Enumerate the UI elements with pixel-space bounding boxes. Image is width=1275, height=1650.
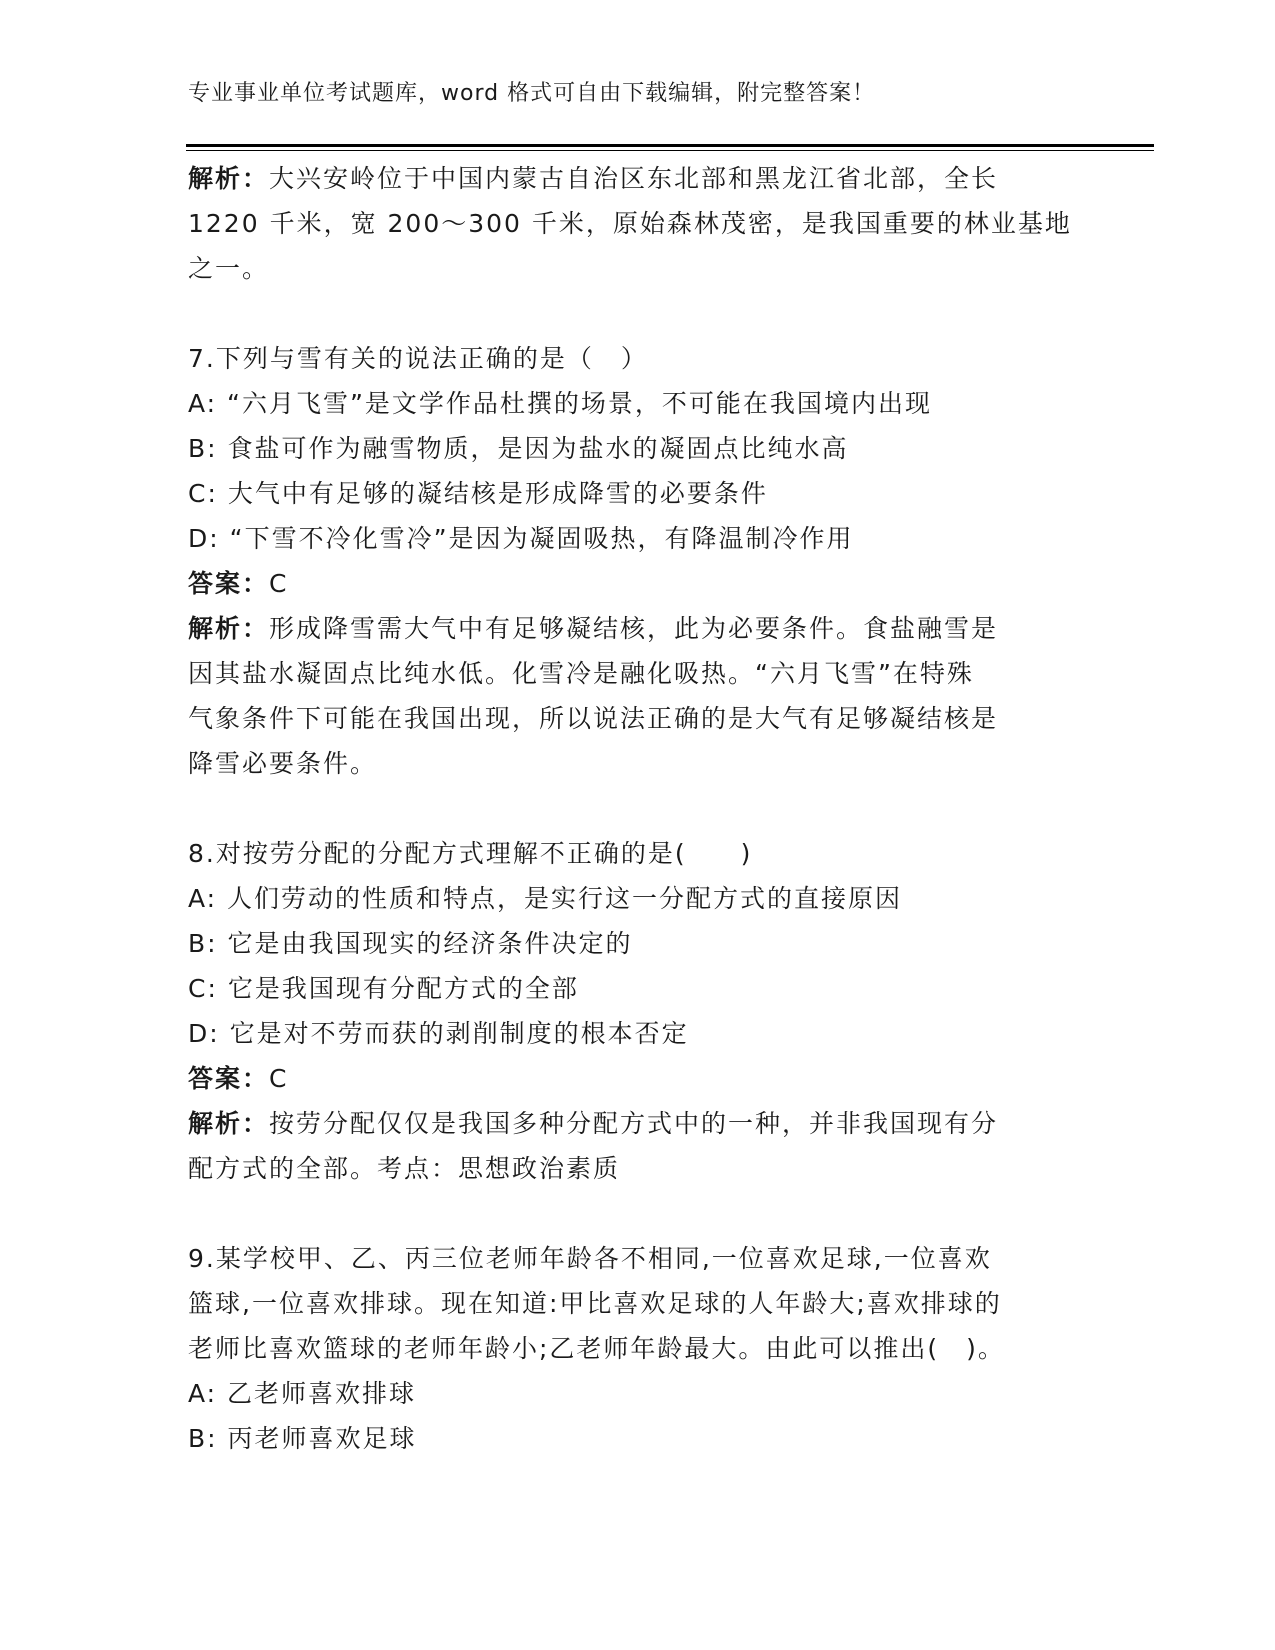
q7-answer <box>188 561 1088 606</box>
header-rule-thick <box>186 144 1154 147</box>
spacer <box>188 786 1088 831</box>
q9-option-b: B: 丙老师喜欢足球 <box>188 1424 417 1453</box>
q7-option-b: B: 食盐可作为融雪物质，是因为盐水的凝固点比纯水高 <box>188 434 849 463</box>
q8-explanation-line: 配方式的全部。考点：思想政治素质 <box>188 1154 621 1183</box>
page-header: 专业事业单位考试题库，word 格式可自由下载编辑，附完整答案！ <box>188 81 876 106</box>
q7-explanation-line: 降雪必要条件。 <box>188 749 378 778</box>
spacer <box>188 1191 1088 1236</box>
answer-label: 答案： <box>188 1064 270 1093</box>
explanation-label: 解析： <box>188 614 270 643</box>
q8-stem: 8.对按劳分配的分配方式理解不正确的是( ) <box>188 839 753 868</box>
q7-explanation-line: 解析：形成降雪需大气中有足够凝结核，此为必要条件。食盐融雪是 <box>188 614 999 643</box>
answer-value: C <box>269 569 289 598</box>
q7-option-c: C: 大气中有足够的凝结核是形成降雪的必要条件 <box>188 479 768 508</box>
explanation-label: 解析： <box>188 164 270 193</box>
q6-explanation-line: 之一。 <box>188 254 270 283</box>
q8-option-a: A: 人们劳动的性质和特点，是实行这一分配方式的直接原因 <box>188 884 903 913</box>
answer-label: 答案： <box>188 569 270 598</box>
q8-explanation-line: 解析：按劳分配仅仅是我国多种分配方式中的一种，并非我国现有分 <box>188 1109 999 1138</box>
q9-stem-line: 篮球,一位喜欢排球。现在知道:甲比喜欢足球的人年龄大;喜欢排球的 <box>188 1289 1002 1318</box>
q9-stem-line: 9.某学校甲、乙、丙三位老师年龄各不相同,一位喜欢足球,一位喜欢 <box>188 1244 992 1273</box>
page-content <box>188 156 1088 1461</box>
q7-explanation-line: 气象条件下可能在我国出现，所以说法正确的是大气有足够凝结核是 <box>188 704 999 733</box>
q9-option-a: A: 乙老师喜欢排球 <box>188 1379 417 1408</box>
q7-option-a: A: “六月飞雪”是文学作品杜撰的场景，不可能在我国境内出现 <box>188 389 932 418</box>
q8-option-d: D: 它是对不劳而获的剥削制度的根本否定 <box>188 1019 689 1048</box>
q6-explanation-line: 解析：大兴安岭位于中国内蒙古自治区东北部和黑龙江省北部，全长 <box>188 164 999 193</box>
explanation-label: 解析： <box>188 1109 270 1138</box>
q7-option-d: D: “下雪不冷化雪冷”是因为凝固吸热，有降温制冷作用 <box>188 524 854 553</box>
q9-stem-line: 老师比喜欢篮球的老师年龄小;乙老师年龄最大。由此可以推出( )。 <box>188 1334 1005 1363</box>
q7-stem: 7.下列与雪有关的说法正确的是（ ） <box>188 344 648 373</box>
q6-explanation-line: 1220 千米，宽 200～300 千米，原始森林茂密，是我国重要的林业基地 <box>188 209 1072 238</box>
spacer <box>188 291 1088 336</box>
answer-value: C <box>269 1064 289 1093</box>
q7-explanation-line: 因其盐水凝固点比纯水低。化雪冷是融化吸热。“六月飞雪”在特殊 <box>188 659 974 688</box>
q8-answer <box>188 1056 1088 1101</box>
q8-option-b: B: 它是由我国现实的经济条件决定的 <box>188 929 633 958</box>
q8-option-c: C: 它是我国现有分配方式的全部 <box>188 974 579 1003</box>
header-rule-thin <box>186 150 1154 151</box>
